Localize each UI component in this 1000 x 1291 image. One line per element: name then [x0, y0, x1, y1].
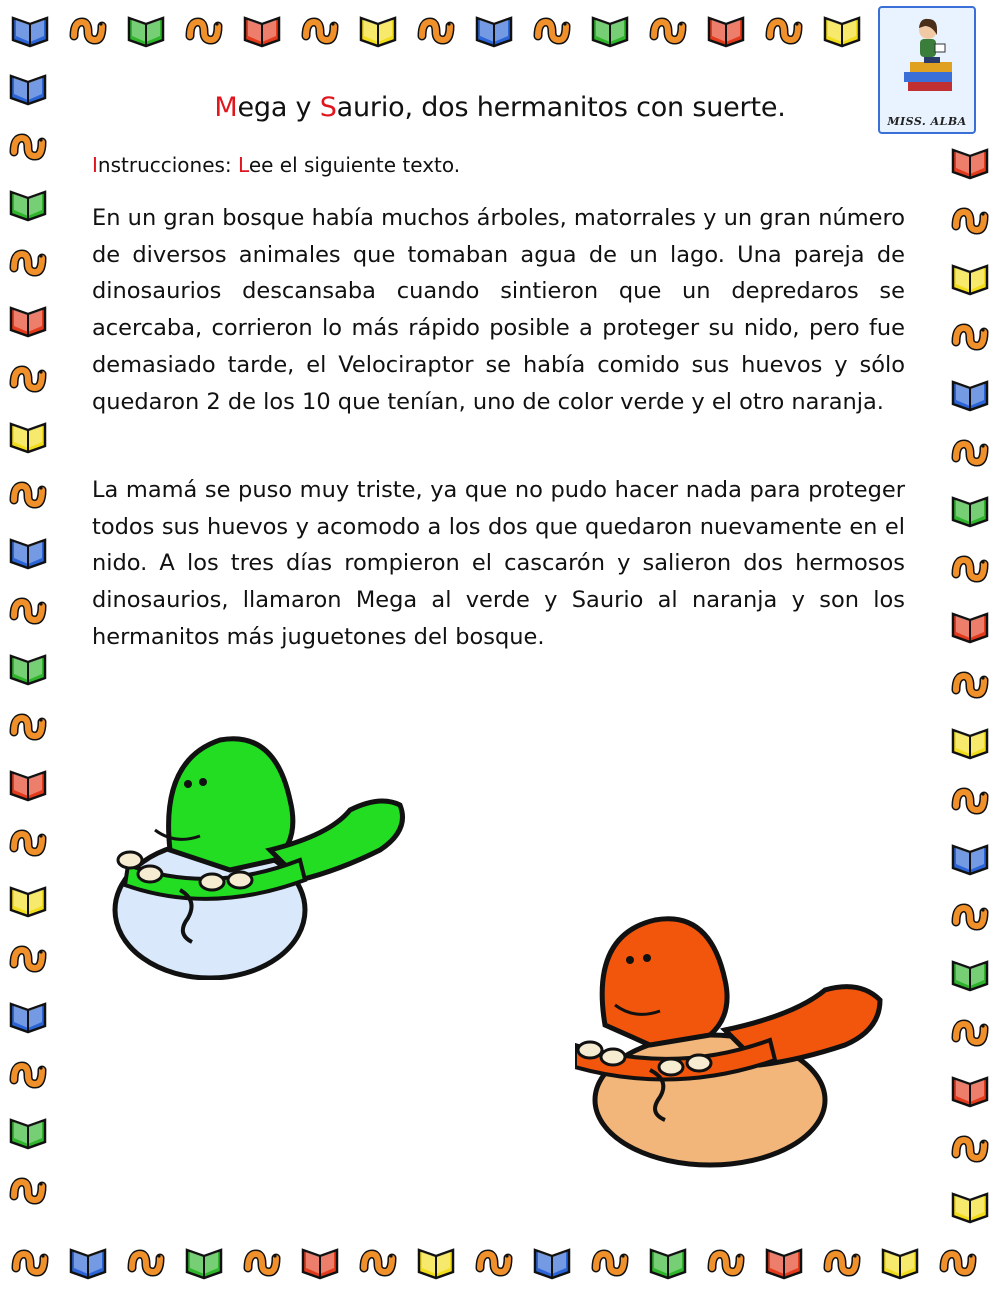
worm-icon — [8, 472, 48, 512]
worm-icon — [950, 778, 990, 818]
worm-icon — [358, 1240, 398, 1280]
book-icon — [184, 1240, 224, 1280]
worm-icon — [474, 1240, 514, 1280]
book-icon — [8, 878, 48, 918]
logo-label: MISS. ALBA — [887, 115, 967, 128]
worm-icon — [950, 198, 990, 238]
book-icon — [68, 1240, 108, 1280]
worm-icon — [68, 8, 108, 48]
book-icon — [126, 8, 166, 48]
book-icon — [8, 530, 48, 570]
book-icon — [764, 1240, 804, 1280]
worm-icon — [8, 820, 48, 860]
worm-icon — [950, 1010, 990, 1050]
worm-icon — [950, 1126, 990, 1166]
green-dinosaur-hatching-icon — [100, 720, 420, 980]
book-icon — [242, 8, 282, 48]
worm-icon — [532, 8, 572, 48]
worm-icon — [416, 8, 456, 48]
book-icon — [8, 994, 48, 1034]
worm-icon — [8, 356, 48, 396]
worm-icon — [706, 1240, 746, 1280]
book-icon — [10, 8, 50, 48]
worm-icon — [648, 8, 688, 48]
book-icon — [950, 256, 990, 296]
book-icon — [8, 182, 48, 222]
story-paragraph-2: La mamá se puso muy triste, ya que no pudo hacer nada para proteger todos sus huevos y acomodo a los dos que quedaron nuevamente en el nido. A los tres días rompieron el cascarón y salieron dos hermosos dinosaurios, llamaron Mega al verde y Saurio al naranja y son los hermanitos más juguetones del bosque. — [92, 477, 905, 650]
worm-icon — [8, 124, 48, 164]
worm-icon — [126, 1240, 166, 1280]
instructions-initial-i: I — [92, 153, 98, 177]
book-icon — [8, 298, 48, 338]
instructions-text: ee el siguiente texto. — [248, 153, 461, 177]
worm-icon — [8, 1052, 48, 1092]
book-icon — [474, 8, 514, 48]
book-icon — [822, 8, 862, 48]
book-icon — [8, 762, 48, 802]
worm-icon — [950, 894, 990, 934]
worm-icon — [10, 1240, 50, 1280]
story-paragraph-1: En un gran bosque había muchos árboles, matorrales y un gran número de diversos animales que tomaban agua de un lago. Una pareja de dinosaurios descansaba cuando sintieron que un depredaros se acercaba, corrieron lo más rápido posible a proteger su nido, pero fue demasiado tarde, el Velociraptor se había comido sus huevos y sólo quedaron 2 de los 10 que tenían, uno de color verde y el otro naranja. — [92, 205, 905, 415]
book-icon — [950, 604, 990, 644]
book-icon — [950, 372, 990, 412]
worm-icon — [184, 8, 224, 48]
worm-icon — [300, 8, 340, 48]
worm-icon — [8, 936, 48, 976]
book-icon — [8, 414, 48, 454]
worm-icon — [242, 1240, 282, 1280]
worm-icon — [950, 314, 990, 354]
worm-icon — [8, 588, 48, 628]
worm-icon — [8, 240, 48, 280]
worm-icon — [950, 546, 990, 586]
book-icon — [950, 952, 990, 992]
book-icon — [590, 8, 630, 48]
title-text-1: ega y — [237, 92, 320, 123]
book-icon — [880, 1240, 920, 1280]
instructions-line — [92, 153, 460, 177]
worm-icon — [8, 704, 48, 744]
instructions-label: nstrucciones: — [97, 153, 239, 177]
book-icon — [8, 66, 48, 106]
title-initial-m: M — [214, 92, 238, 123]
title-text-2: aurio, dos hermanitos con suerte. — [336, 92, 786, 123]
page-title — [90, 92, 910, 123]
book-icon — [648, 1240, 688, 1280]
worm-icon — [950, 662, 990, 702]
instructions-initial-l: L — [238, 153, 249, 177]
orange-dinosaur-hatching-icon — [575, 905, 895, 1170]
worm-icon — [950, 430, 990, 470]
worm-icon — [590, 1240, 630, 1280]
book-icon — [950, 1184, 990, 1224]
worm-icon — [938, 1240, 978, 1280]
book-icon — [8, 1110, 48, 1150]
book-icon — [358, 8, 398, 48]
worm-icon — [764, 8, 804, 48]
worm-icon — [822, 1240, 862, 1280]
book-icon — [532, 1240, 572, 1280]
orange-dino-head — [602, 919, 727, 1045]
book-icon — [950, 140, 990, 180]
title-initial-s: S — [319, 92, 337, 123]
book-icon — [300, 1240, 340, 1280]
book-icon — [950, 720, 990, 760]
book-icon — [950, 488, 990, 528]
worm-icon — [8, 1168, 48, 1208]
book-icon — [950, 836, 990, 876]
book-icon — [950, 1068, 990, 1108]
book-icon — [706, 8, 746, 48]
book-icon — [8, 646, 48, 686]
book-icon — [416, 1240, 456, 1280]
